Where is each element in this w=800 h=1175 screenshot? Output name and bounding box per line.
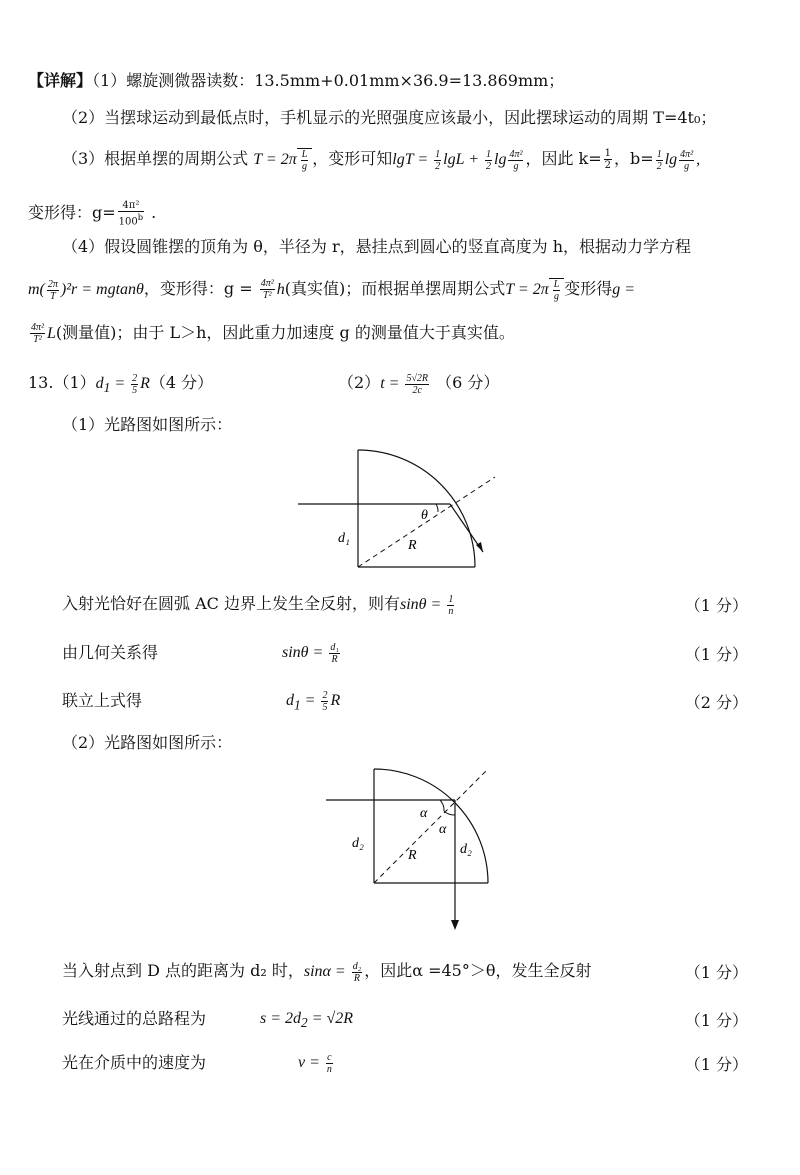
formula-g: $\frac{\text{4π²}}{100^b}$ [118, 200, 144, 228]
detail-p2: （2）当摆球运动到最低点时，手机显示的光照强度应该最小，因此摆球运动的周期 T=4t₀； [62, 108, 717, 127]
part1-score-1: （1 分） [684, 596, 748, 615]
formula-d1: $d_1$ = $\frac{2}{5}$ R [286, 690, 341, 713]
detail-p3 [62, 148, 700, 172]
part2-line-3: 光在介质中的速度为 [62, 1053, 207, 1072]
q13-ans2-label: （2） [338, 373, 381, 392]
frac-4pi2-T2-b: $\frac{\text{4π²}}{\text{T²}}$ [31, 322, 45, 345]
p3-mid: ，变形可知 [312, 149, 393, 169]
fig1-theta: θ [421, 508, 428, 523]
p7-meas: (测量值)；由于 L＞h，因此重力加速度 g 的测量值大于真实值。 [55, 323, 515, 342]
fig2-R: R [408, 848, 417, 863]
part2-line-1: 当入射点到 D 点的距离为 d₂ 时，sinα = $\frac{\text{d₂}}{R}$ ，因此α =45°＞θ，发生全反射 [62, 960, 592, 984]
part2-score-1: （1 分） [684, 963, 748, 982]
fig2-d2-left: d₂ [352, 836, 364, 851]
fig1-R: R [408, 538, 417, 553]
formula-sintheta: sinθ = $\frac{\text{d₁}}{R}$ [282, 642, 339, 665]
q13-ans1-score: （4 分） [149, 373, 214, 392]
fig2-d2-right: d₂ [460, 842, 472, 857]
q13-number: 13. [28, 373, 54, 392]
detail-label: 【详解】 [28, 71, 93, 90]
q13-ans1: （1） [53, 373, 96, 392]
p1l1-text: 入射光恰好在圆弧 AC 边界上发生全反射，则有 [62, 594, 400, 613]
p6-true: (真实值)；而根据单摆周期公式 [284, 279, 506, 299]
formula-path: $s = 2d_2 = √2R$ [260, 1010, 354, 1031]
part1-score-2: （1 分） [684, 645, 748, 664]
detail-p6: m( $\frac{2\pi}{T}$ )²r = mgtanθ，变形得：g = $\frac{\text{4π²}}{\text{T²}}$ h(真实值)；而根据单摆周期公式T = 2π $\frac{L}{g}$ 变形得g = [28, 278, 636, 302]
q13-answers: $13.(1)d_1$ = $\frac{2}{5}$ R（4 分） [28, 372, 214, 396]
figure-1 [290, 445, 510, 575]
part1-line-2: 由几何关系得 [62, 643, 159, 662]
q13-ans2-score: （6 分） [436, 373, 500, 392]
p6-a: ，变形得：g = [143, 279, 253, 299]
detail-p4: 变形得：g= $\frac{\text{4π²}}{100^b}$ . [28, 200, 157, 228]
figure-2 [318, 763, 518, 933]
detail-line-1 [28, 70, 564, 92]
fig2-alpha-2: α [439, 822, 447, 837]
part1-line-3: 联立上式得 [62, 691, 143, 710]
fig1-d1: d₁ [338, 531, 350, 546]
q13-ans2: （2）t = $\frac{5√2R}{2c}$ （6 分） [338, 372, 500, 396]
formula-dynamics: m( $\frac{2\pi}{T}$ )²r = mgtanθ [28, 279, 144, 302]
formula-period: T = 2π $\frac{L}{g}$ [253, 151, 312, 168]
fig2-alpha-1: α [420, 806, 428, 821]
formula-b: $\frac{1}{2}$ lg $\frac{\text{4π²}}{g}$ , [656, 149, 701, 172]
part2-score-2: （1 分） [684, 1011, 748, 1030]
p2l1-text: 当入射点到 D 点的距离为 d₂ 时， [62, 961, 304, 980]
p6-b: 变形得 [564, 279, 613, 299]
detail-p1: （1）螺旋测微器读数：13.5mm+0.01mm×36.9=13.869mm； [92, 71, 565, 90]
part2-line-2: 光线通过的总路程为 [62, 1009, 207, 1028]
p4-prefix: 变形得：g= [28, 203, 116, 223]
p3-b: ，b= [614, 149, 654, 169]
part1-line-1: 入射光恰好在圆弧 AC 边界上发生全反射，则有sinθ = $\frac{1}{n}$ [62, 593, 454, 617]
part2-title: （2）光路图如图所示： [62, 733, 233, 752]
detail-p5: （4）假设圆锥摆的顶角为 θ，半径为 r，悬挂点到圆心的竖直高度为 h，根据动力学方程 [62, 237, 692, 256]
frac-4pi2-T2-a: $\frac{\text{4π²}}{\text{T²}}$ [260, 278, 274, 302]
formula-log: lgT = $\frac{1}{2}$ lgL + $\frac{1}{2}$ lg $\frac{\text{4π²}}{g}$ [392, 149, 523, 172]
part2-score-3: （1 分） [684, 1055, 748, 1074]
detail-p7: $\frac{\text{4π²}}{\text{T²}}$ L(测量值)；由于 L＞h，因此重力加速度 g 的测量值大于真实值。 [31, 322, 515, 345]
formula-speed: v = $\frac{c}{n}$ [298, 1052, 332, 1075]
part1-score-3: （2 分） [684, 693, 748, 712]
part1-title: （1）光路图如图所示： [62, 415, 233, 434]
p3-k: ，因此 k= [525, 149, 602, 169]
p3-prefix: （3）根据单摆的周期公式 [62, 149, 249, 169]
frac-k: $\frac{1}{2}$ [604, 148, 612, 172]
p2l1-text2: ，因此α =45°＞θ，发生全反射 [364, 961, 592, 980]
